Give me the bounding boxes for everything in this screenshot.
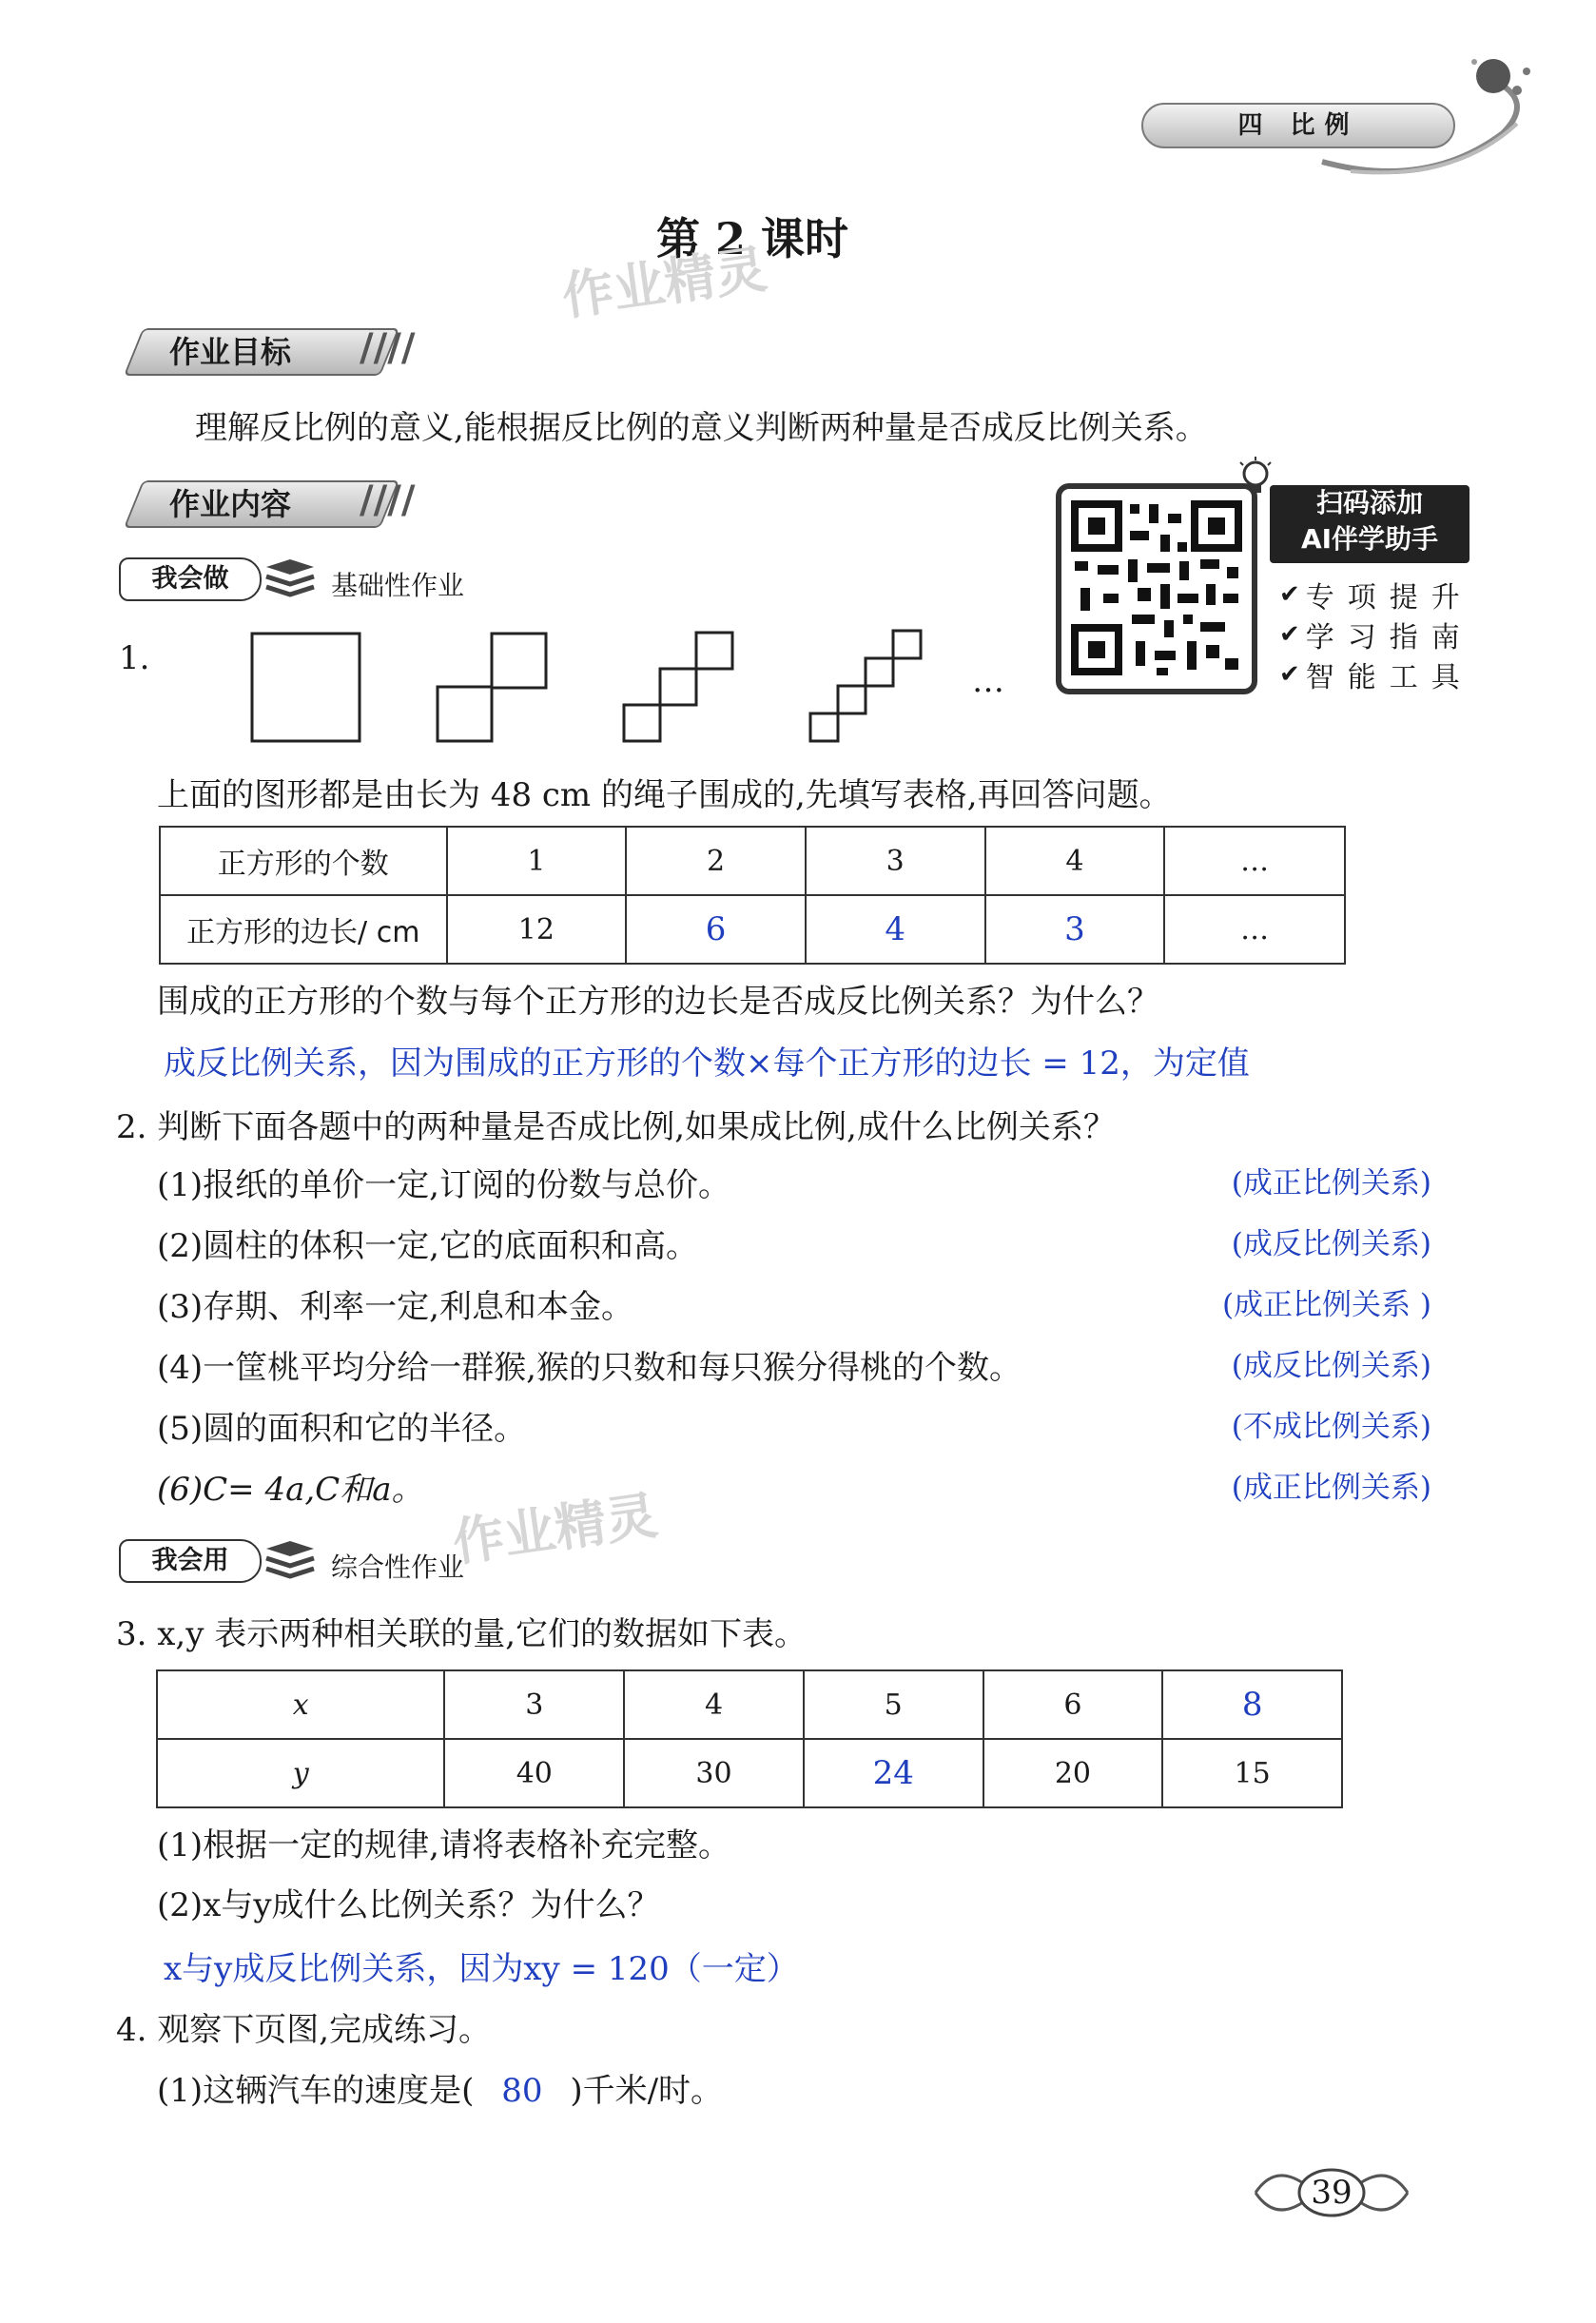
lesson-title: 第 2 课时 bbox=[656, 213, 849, 264]
watermark: 作业精灵 bbox=[449, 1485, 661, 1573]
comprehensive-label: 综合性作业 bbox=[331, 1552, 465, 1583]
table-cell: x bbox=[157, 1670, 444, 1739]
q1-table bbox=[159, 826, 1346, 965]
list-item bbox=[157, 1280, 1431, 1341]
qr-features bbox=[1279, 575, 1473, 694]
qr-code-icon bbox=[1061, 489, 1252, 689]
banner-slashes-icon: //// bbox=[360, 478, 416, 522]
q4-sub1-before: (1)这辆汽车的速度是( bbox=[157, 2072, 475, 2110]
table-cell-answer: 24 bbox=[804, 1739, 983, 1807]
list-item bbox=[157, 1220, 1431, 1280]
table-cell: 40 bbox=[444, 1739, 624, 1807]
table-cell: … bbox=[1164, 895, 1345, 964]
list-item bbox=[157, 1463, 1431, 1524]
q3-title: 3. x,y 表示两种相关联的量,它们的数据如下表。 bbox=[116, 1615, 808, 1653]
table-cell: 30 bbox=[624, 1739, 804, 1807]
q2-item-answer: (成反比例关系) bbox=[1231, 1349, 1431, 1383]
q4-sub1 bbox=[157, 2064, 723, 2111]
q2-item-text: (6)C= 4a,C和a。 bbox=[157, 1471, 424, 1509]
q2-item-answer: (成正比例关系) bbox=[1231, 1471, 1431, 1505]
q2-item-text: (2)圆柱的体积一定,它的底面积和高。 bbox=[157, 1227, 698, 1265]
comprehensive-badge: 我会用 bbox=[119, 1539, 262, 1583]
table-cell: 4 bbox=[624, 1670, 804, 1739]
qr-feature-item bbox=[1279, 615, 1473, 654]
q4-sub1-after: )千米/时。 bbox=[570, 2072, 724, 2110]
list-item bbox=[157, 1402, 1431, 1463]
table-row bbox=[157, 1739, 1342, 1807]
q2-item-text: (3)存期、利率一定,利息和本金。 bbox=[157, 1288, 633, 1326]
section-title-content: 作业内容 bbox=[169, 486, 292, 522]
q3-sub1: (1)根据一定的规律,请将表格补充完整。 bbox=[157, 1826, 730, 1864]
table-cell: 5 bbox=[804, 1670, 983, 1739]
chapter-tab: 四 比例 bbox=[1141, 103, 1455, 148]
qr-feature-item bbox=[1279, 654, 1473, 694]
books-icon bbox=[262, 556, 319, 603]
square-figures bbox=[247, 628, 1008, 747]
q2-item-text: (4)一筐桃平均分给一群猴,猴的只数和每只猴分得桃的个数。 bbox=[157, 1349, 1022, 1387]
table-cell-answer: 3 bbox=[985, 895, 1165, 964]
qr-label-line1: 扫码添加 bbox=[1315, 487, 1423, 518]
qr-code[interactable] bbox=[1056, 483, 1257, 694]
basic-label: 基础性作业 bbox=[331, 570, 465, 601]
qr-label-line2: AI伴学助手 bbox=[1300, 523, 1439, 555]
q2-item-answer: (成正比例关系 ) bbox=[1221, 1288, 1431, 1322]
table-cell-answer: 6 bbox=[626, 895, 806, 964]
banner-slashes-icon: //// bbox=[360, 326, 416, 370]
q3-answer: x与y成反比例关系，因为xy = 120（一定） bbox=[164, 1950, 799, 1988]
q1-answer: 成反比例关系，因为围成的正方形的个数×每个正方形的边长 = 12，为定值 bbox=[164, 1044, 1250, 1083]
table-cell: 12 bbox=[447, 895, 627, 964]
check-circle-icon: ✔ bbox=[1279, 660, 1300, 689]
table-row bbox=[160, 895, 1345, 964]
table-cell-answer: 8 bbox=[1162, 1670, 1342, 1739]
q1-number: 1. bbox=[119, 639, 150, 677]
q2-item-text: (1)报纸的单价一定,订阅的份数与总价。 bbox=[157, 1166, 730, 1204]
qr-label bbox=[1270, 485, 1469, 563]
table-cell: 1 bbox=[447, 827, 627, 895]
goal-text: 理解反比例的意义,能根据反比例的意义判断两种量是否成反比例关系。 bbox=[195, 409, 1208, 447]
table-cell: 正方形的边长/ cm bbox=[160, 895, 447, 964]
check-circle-icon: ✔ bbox=[1279, 620, 1300, 649]
q1-question: 围成的正方形的个数与每个正方形的边长是否成反比例关系？为什么？ bbox=[157, 983, 1159, 1021]
qr-feature-label: 专项提升 bbox=[1305, 581, 1473, 615]
basic-badge: 我会做 bbox=[119, 557, 262, 601]
list-item bbox=[157, 1159, 1431, 1220]
table-cell: 3 bbox=[806, 827, 985, 895]
qr-feature-label: 智能工具 bbox=[1305, 661, 1473, 694]
q2-item-text: (5)圆的面积和它的半径。 bbox=[157, 1410, 527, 1448]
q2-item-answer: (成反比例关系) bbox=[1231, 1227, 1431, 1261]
check-circle-icon: ✔ bbox=[1279, 580, 1300, 609]
q2-title: 2. 判断下面各题中的两种量是否成比例,如果成比例,成什么比例关系？ bbox=[116, 1108, 1116, 1146]
figures-ellipsis: … bbox=[972, 662, 1004, 700]
q1-intro: 上面的图形都是由长为 48 cm 的绳子围成的,先填写表格,再回答问题。 bbox=[157, 776, 1172, 814]
table-row bbox=[160, 827, 1345, 895]
q3-sub2: (2)x与y成什么比例关系？为什么？ bbox=[157, 1886, 660, 1924]
q4-sub1-answer: 80 bbox=[501, 2072, 543, 2110]
books-icon bbox=[262, 1537, 319, 1585]
q3-table bbox=[156, 1669, 1343, 1808]
q2-item-answer: (成正比例关系) bbox=[1231, 1166, 1431, 1201]
qr-feature-label: 学习指南 bbox=[1305, 621, 1473, 654]
table-cell: 20 bbox=[983, 1739, 1163, 1807]
table-cell: 3 bbox=[444, 1670, 624, 1739]
q2-items bbox=[157, 1159, 1431, 1524]
table-cell: 2 bbox=[626, 827, 806, 895]
table-row bbox=[157, 1670, 1342, 1739]
section-banner-content bbox=[133, 480, 390, 528]
table-cell: 6 bbox=[983, 1670, 1163, 1739]
table-cell: 15 bbox=[1162, 1739, 1342, 1807]
watermark: 作业精灵 bbox=[558, 239, 770, 327]
q2-item-answer: (不成比例关系) bbox=[1231, 1410, 1431, 1444]
q4-title: 4. 观察下页图,完成练习。 bbox=[116, 2011, 492, 2049]
table-cell-answer: 4 bbox=[806, 895, 985, 964]
list-item bbox=[157, 1341, 1431, 1402]
table-cell: 4 bbox=[985, 827, 1165, 895]
section-banner-goal bbox=[133, 328, 390, 376]
page-number: 39 bbox=[1311, 2174, 1353, 2212]
qr-feature-item bbox=[1279, 575, 1473, 615]
table-cell: … bbox=[1164, 827, 1345, 895]
table-cell: y bbox=[157, 1739, 444, 1807]
section-title-goal: 作业目标 bbox=[169, 334, 292, 370]
table-cell: 正方形的个数 bbox=[160, 827, 447, 895]
